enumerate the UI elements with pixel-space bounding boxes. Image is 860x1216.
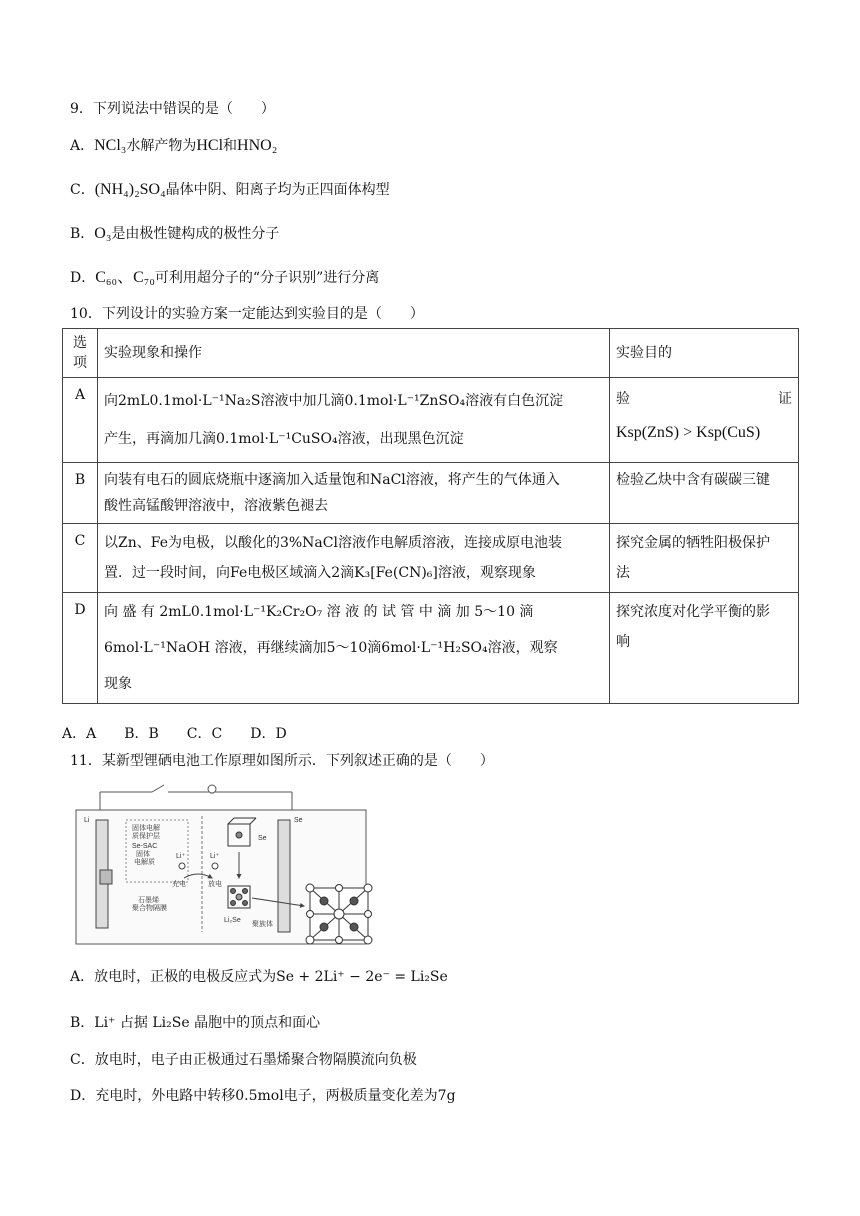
- svg-text:Li⁺: Li⁺: [176, 853, 186, 860]
- q11-option-b: B．Li⁺ 占据 Li₂Se 晶胞中的顶点和面心: [70, 1015, 321, 1031]
- q9-option-b: B．O₃是由极性键构成的极性分子: [70, 225, 280, 242]
- svg-text:聚族体: 聚族体: [252, 921, 273, 928]
- operation-line: 向装有电石的圆底烧瓶中逐滴加入适量饱和NaCl溶液，将产生的气体通入: [104, 472, 560, 488]
- row-operation: [98, 593, 610, 704]
- header-goal: 实验目的: [610, 329, 799, 378]
- li-label: Li: [84, 817, 90, 824]
- q10-stem: 10．下列设计的实验方案一定能达到实验目的是（ ）: [70, 306, 424, 322]
- goal-text: 证: [778, 391, 792, 407]
- row-goal: [610, 378, 799, 463]
- table-row: [63, 378, 799, 463]
- goal-text: Ksp(ZnS) > Ksp(CuS): [616, 424, 761, 441]
- header-operation: 实验现象和操作: [98, 329, 610, 378]
- svg-text:电解质: 电解质: [134, 859, 155, 866]
- svg-text:质保护层: 质保护层: [132, 833, 160, 840]
- q9-option-d: D．C₆₀、C₇₀可利用超分子的“分子识别”进行分离: [70, 269, 380, 286]
- q11-option-d: D．充电时，外电路中转移0.5mol电子，两极质量变化差为7g: [70, 1088, 456, 1104]
- goal-text: 探究浓度对化学平衡的影: [616, 604, 770, 620]
- row-operation: [98, 463, 610, 524]
- cluster-lattice-icon: [306, 884, 372, 944]
- svg-text:Li₂Se: Li₂Se: [224, 917, 241, 924]
- operation-line: 6mol·L⁻¹NaOH 溶液，再继续滴加5～10滴6mol·L⁻¹H₂SO₄溶液，观察: [104, 640, 558, 656]
- battery-diagram: [72, 782, 412, 950]
- q9-option-c: C．(NH₄)₂SO₄晶体中阴、阳离子均为正四面体构型: [70, 181, 390, 198]
- svg-text:固体电解: 固体电解: [132, 825, 160, 832]
- row-goal: [610, 593, 799, 704]
- svg-text:固体: 固体: [136, 851, 150, 858]
- goal-text: 探究金属的牺牲阳极保护: [616, 535, 770, 551]
- table-row: [63, 524, 799, 593]
- q11-stem: 11．某新型锂硒电池工作原理如图所示．下列叙述正确的是（ ）: [70, 753, 494, 769]
- bulb-icon: [208, 785, 216, 793]
- goal-text: 响: [616, 634, 630, 650]
- operation-line: 以Zn、Fe为电极，以酸化的3%NaCl溶液作电解质溶液，连接成原电池装: [104, 535, 562, 551]
- svg-text:聚合物隔膜: 聚合物隔膜: [132, 905, 167, 912]
- operation-line: 现象: [104, 676, 132, 692]
- operation-line: 向2mL0.1mol·L⁻¹Na₂S溶液中加几滴0.1mol·L⁻¹ZnSO₄溶液有白色沉淀: [104, 393, 564, 409]
- row-goal: [610, 463, 799, 524]
- svg-text:放电: 放电: [208, 881, 222, 888]
- row-goal: [610, 524, 799, 593]
- row-option: D: [63, 593, 98, 704]
- svg-text:充电: 充电: [172, 881, 186, 888]
- table-row: [63, 593, 799, 704]
- switch: [152, 785, 164, 792]
- q11-option-a: A．放电时，正极的电极反应式为Se + 2Li⁺ − 2e⁻ = Li₂Se: [70, 969, 448, 985]
- table-row: [63, 463, 799, 524]
- row-operation: [98, 524, 610, 593]
- svg-text:Li⁺: Li⁺: [210, 853, 220, 860]
- q9-stem: 9．下列说法中错误的是（ ）: [70, 101, 275, 117]
- operation-line: 置．过一段时间，向Fe电极区域滴入2滴K₃[Fe(CN)₆]溶液，观察现象: [104, 565, 536, 581]
- svg-text:Se-SAC: Se-SAC: [132, 843, 158, 850]
- row-option: A: [63, 378, 98, 463]
- q10-choices: A．A B．B C．C D．D: [62, 726, 287, 742]
- row-operation: [98, 378, 610, 463]
- goal-text: 法: [616, 565, 630, 581]
- svg-text:Se: Se: [258, 835, 267, 842]
- q11-option-c: C．放电时，电子由正极通过石墨烯聚合物隔膜流向负极: [70, 1052, 417, 1068]
- experiment-table: [62, 328, 799, 704]
- goal-text: 验: [616, 391, 630, 407]
- goal-text: 检验乙炔中含有碳碳三键: [616, 472, 770, 488]
- svg-text:石墨烯: 石墨烯: [138, 897, 159, 904]
- operation-line: 向 盛 有 2mL0.1mol·L⁻¹K₂Cr₂O₇ 溶 液 的 试 管 中 滴 加 5～10 滴: [104, 604, 534, 620]
- table-header-row: [63, 329, 799, 378]
- header-option: 选项: [63, 329, 98, 378]
- row-option: B: [63, 463, 98, 524]
- se-label: Se: [294, 817, 303, 824]
- q9-option-a: A．NCl₃水解产物为HCl和HNO₂: [70, 137, 278, 154]
- operation-line: 产生，再滴加几滴0.1mol·L⁻¹CuSO₄溶液，出现黑色沉淀: [104, 431, 464, 447]
- se-electrode: [278, 820, 290, 932]
- operation-line: 酸性高锰酸钾溶液中，溶液紫色褪去: [104, 498, 328, 514]
- row-option: C: [63, 524, 98, 593]
